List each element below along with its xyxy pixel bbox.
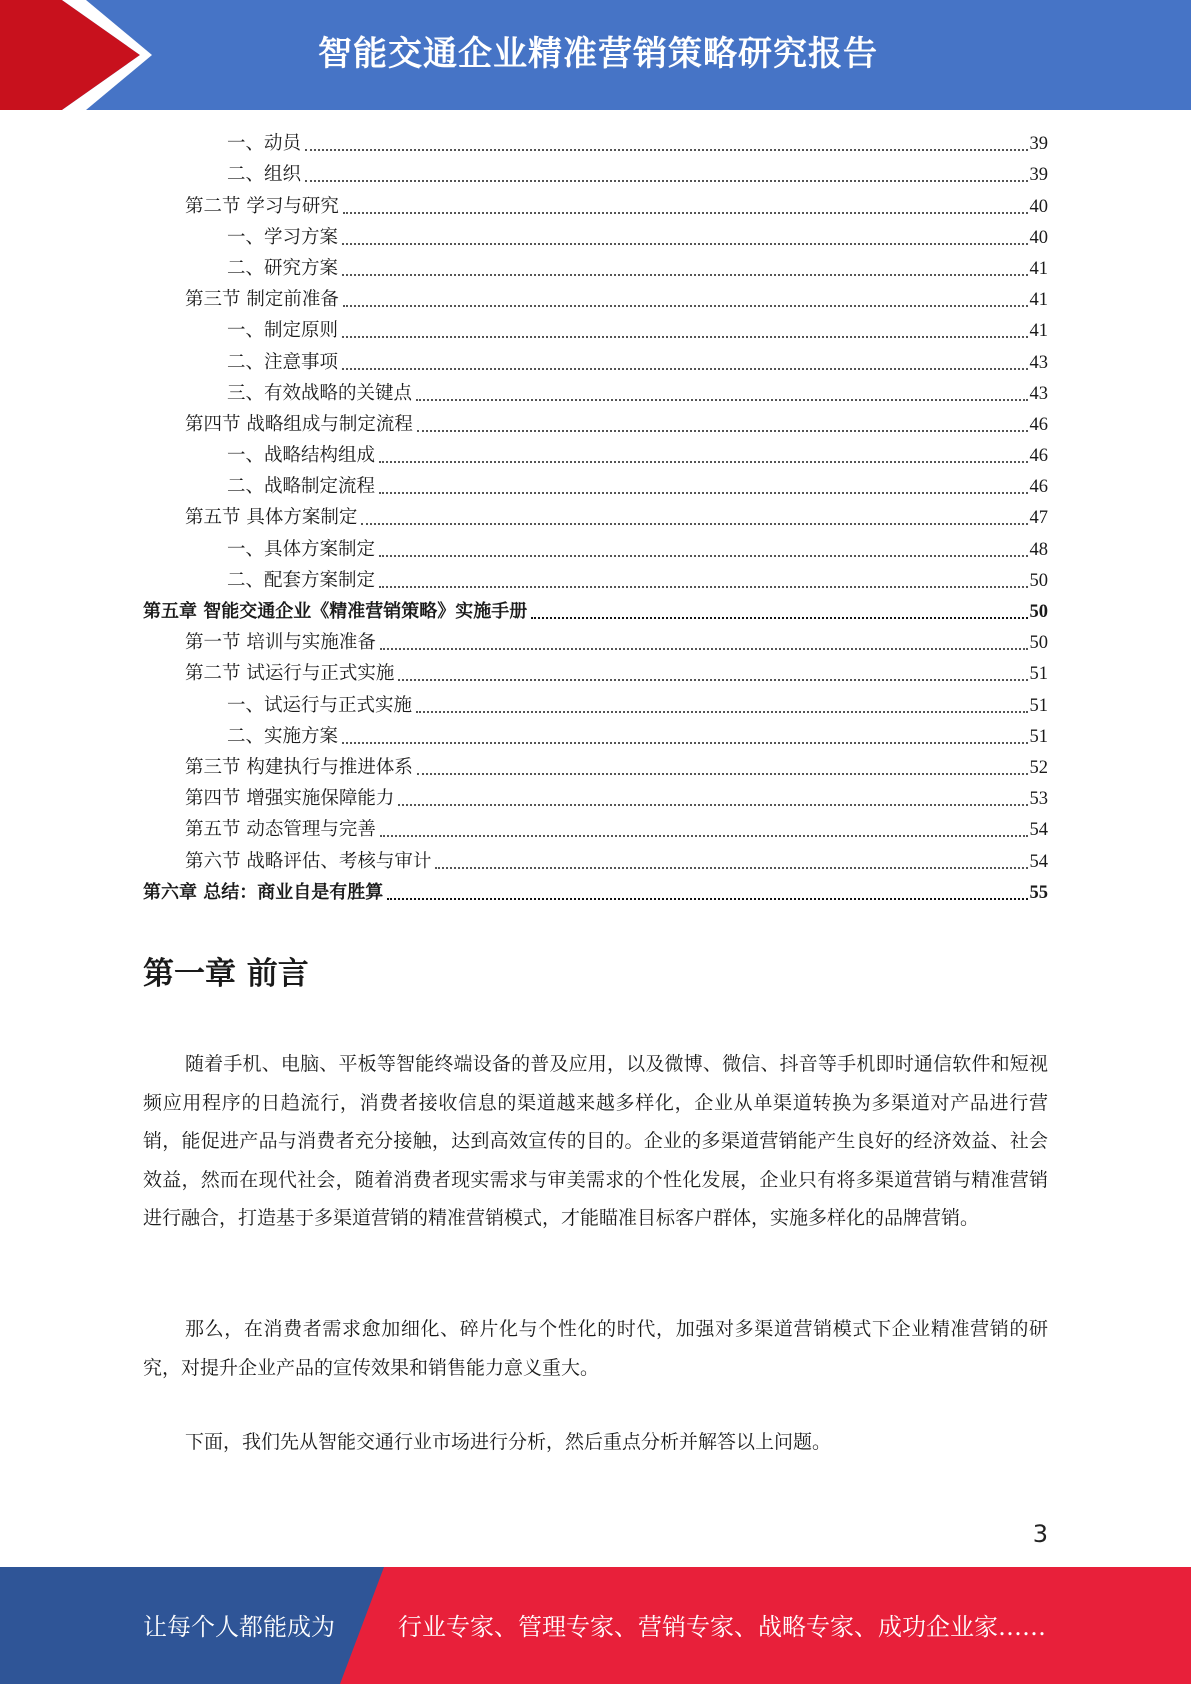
toc-leader-dots [398,679,1027,681]
toc-leader-dots [342,368,1027,370]
toc-leader-dots [380,648,1028,650]
toc-entry[interactable] [143,379,1048,410]
toc-entry-label: 第一节 培训与实施准备 [185,632,376,654]
toc-entry[interactable] [143,316,1048,347]
toc-entry-label: 一、战略结构组成 [227,445,376,467]
toc-entry-page: 40 [1029,227,1048,248]
toc-leader-dots [416,399,1027,401]
toc-leader-dots [343,212,1028,214]
body-paragraph: 那么，在消费者需求愈加细化、碎片化与个性化的时代，加强对多渠道营销模式下企业精准营销的研究，对提升企业产品的宣传效果和销售能力意义重大。 [143,1318,1048,1379]
toc-entry-label: 一、具体方案制定 [227,538,376,560]
toc-entry[interactable] [143,254,1048,285]
document-title: 智能交通企业精准营销策略研究报告 [318,34,878,74]
toc-entry[interactable] [143,815,1048,846]
toc-entry-label: 一、学习方案 [227,226,339,248]
toc-leader-dots [380,835,1028,837]
toc-leader-dots [379,492,1027,494]
body-paragraph: 下面，我们先从智能交通行业市场进行分析，然后重点分析并解答以上问题。 [185,1431,832,1453]
toc-entry-page: 50 [1029,602,1048,622]
footer-slogan-left: 让每个人都能成为 [143,1613,335,1641]
toc-entry-label: 第二节 学习与研究 [185,195,339,217]
toc-entry[interactable] [143,285,1048,316]
toc-entry-page: 47 [1029,508,1048,529]
toc-entry-label: 第六节 战略评估、考核与审计 [185,850,432,872]
toc-leader-dots [379,555,1027,557]
toc-entry-page: 51 [1029,695,1048,716]
toc-entry-page: 52 [1029,757,1048,778]
toc-entry-page: 41 [1029,258,1048,279]
toc-entry-label: 第三节 制定前准备 [185,289,339,311]
body-paragraph: 随着手机、电脑、平板等智能终端设备的普及应用，以及微博、微信、抖音等手机即时通信软件和短视频应用程序的日趋流行，消费者接收信息的渠道越来越多样化，企业从单渠道转换为多渠道对产品进行营销，能促进产品与消费者充分接触，达到高效宣传的目的。企业的多渠道营销能产生良好的经济效益、社会效益，然而在现代社会，随着消费者现实需求与审美需求的个性化发展，企业只有将多渠道营销与精准营销进行融合，打造基于多渠道营销的精准营销模式，才能瞄准目标客户群体，实施多样化的品牌营销。 [143,1053,1048,1229]
toc-leader-dots [342,243,1027,245]
toc-entry[interactable] [143,191,1048,222]
toc-entry-page: 51 [1029,664,1048,685]
toc-entry-page: 50 [1029,633,1048,654]
toc-entry-page: 41 [1029,290,1048,311]
toc-entry-page: 48 [1029,539,1048,560]
toc-entry-page: 46 [1029,446,1048,467]
toc-entry[interactable] [143,160,1048,191]
toc-entry-page: 54 [1029,820,1048,841]
footer-slogan-right: 行业专家、管理专家、营销专家、战略专家、成功企业家…… [398,1613,1046,1641]
toc-entry-page: 53 [1029,789,1048,810]
toc-entry[interactable] [143,753,1048,784]
toc-leader-dots [379,586,1027,588]
toc-leader-dots [379,461,1027,463]
toc-entry-label: 第三节 构建执行与推进体系 [185,756,413,778]
toc-entry[interactable] [143,784,1048,815]
toc-entry-label: 第二节 试运行与正式实施 [185,663,395,685]
toc-entry-label: 二、配套方案制定 [227,569,376,591]
toc-entry[interactable] [143,347,1048,378]
toc-entry-page: 46 [1029,477,1048,498]
toc-entry-page: 40 [1029,196,1048,217]
toc-leader-dots [416,711,1027,713]
toc-entry[interactable] [143,503,1048,534]
toc-leader-dots [417,773,1028,775]
toc-entry[interactable] [143,566,1048,597]
toc-leader-dots [435,867,1027,869]
toc-entry-label: 第五节 具体方案制定 [185,507,358,529]
toc-entry[interactable] [143,659,1048,690]
toc-leader-dots [342,336,1027,338]
page-number: 3 [1032,1520,1048,1548]
toc-entry[interactable] [143,129,1048,160]
header-arrow-decoration [0,0,160,110]
toc-entry[interactable] [143,846,1048,877]
toc-entry-label: 第五章 智能交通企业《精准营销策略》实施手册 [143,601,528,622]
toc-entry-label: 第五节 动态管理与完善 [185,819,376,841]
toc-entry[interactable] [143,722,1048,753]
toc-entry-page: 46 [1029,414,1048,435]
toc-entry-page: 43 [1029,352,1048,373]
toc-entry-label: 二、实施方案 [227,725,339,747]
toc-entry-page: 50 [1029,570,1048,591]
toc-entry-label: 二、组织 [227,164,302,186]
toc-entry[interactable] [143,628,1048,659]
toc-entry-page: 55 [1029,882,1048,903]
toc-entry-label: 一、动员 [227,133,302,155]
toc-entry-label: 三、有效战略的关键点 [227,382,413,404]
toc-entry[interactable] [143,441,1048,472]
table-of-contents [143,129,1048,909]
toc-entry[interactable] [143,597,1048,628]
toc-entry[interactable] [143,223,1048,254]
toc-entry[interactable] [143,410,1048,441]
toc-leader-dots [305,180,1027,182]
toc-leader-dots [305,149,1027,151]
toc-leader-dots [343,305,1028,307]
toc-entry-page: 41 [1029,321,1048,342]
toc-entry-label: 二、注意事项 [227,351,339,373]
toc-entry-page: 39 [1029,165,1048,186]
page-header [0,0,1191,110]
toc-leader-dots [417,430,1028,432]
toc-entry[interactable] [143,878,1048,909]
toc-entry-label: 二、战略制定流程 [227,476,376,498]
toc-entry-label: 第六章 总结：商业自是有胜算 [143,881,384,903]
toc-entry[interactable] [143,690,1048,721]
toc-leader-dots [387,898,1027,900]
toc-entry-page: 54 [1029,851,1048,872]
toc-entry[interactable] [143,534,1048,565]
page-footer [0,1567,1191,1684]
toc-entry-label: 第四节 增强实施保障能力 [185,788,395,810]
toc-entry-label: 第四节 战略组成与制定流程 [185,413,413,435]
toc-leader-dots [342,742,1027,744]
toc-leader-dots [531,617,1027,619]
toc-leader-dots [361,523,1027,525]
toc-entry-label: 一、试运行与正式实施 [227,694,413,716]
toc-entry-label: 一、制定原则 [227,320,339,342]
toc-entry-label: 二、研究方案 [227,257,339,279]
toc-entry-page: 51 [1029,726,1048,747]
chapter-heading: 第一章 前言 [143,956,309,992]
toc-entry-page: 43 [1029,383,1048,404]
toc-leader-dots [398,804,1027,806]
toc-entry[interactable] [143,472,1048,503]
toc-leader-dots [342,274,1027,276]
toc-entry-page: 39 [1029,134,1048,155]
